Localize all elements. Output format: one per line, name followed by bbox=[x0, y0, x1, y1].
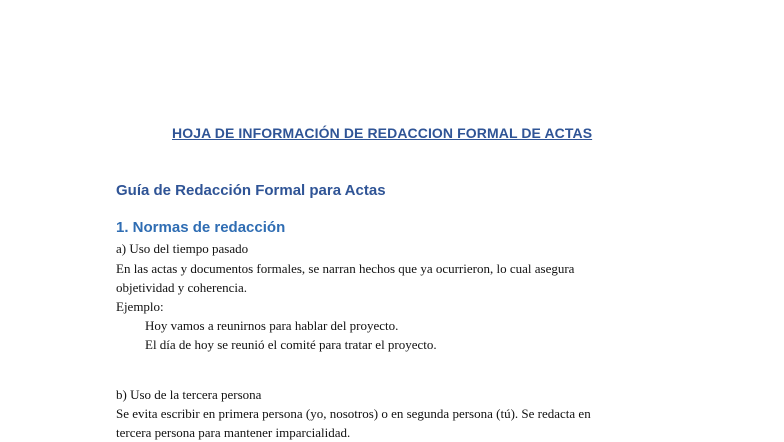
example-line-1: Hoy vamos a reunirnos para hablar del proyecto. bbox=[145, 318, 399, 333]
subsection-b-text-line-2: tercera persona para mantener imparcialidad. bbox=[116, 425, 351, 440]
example-label: Ejemplo: bbox=[116, 299, 164, 314]
section-1-heading: 1. Normas de redacción bbox=[116, 219, 286, 236]
subsection-b-title: b) Uso de la tercera persona bbox=[116, 387, 262, 402]
guide-heading: Guía de Redacción Formal para Actas bbox=[116, 182, 386, 199]
document-title: HOJA DE INFORMACIÓN DE REDACCION FORMAL DE ACTAS bbox=[172, 125, 593, 141]
example-line-2: El día de hoy se reunió el comité para tratar el proyecto. bbox=[145, 337, 437, 352]
subsection-a-text-line-1: En las actas y documentos formales, se narran hechos que ya ocurrieron, lo cual asegura bbox=[116, 261, 575, 276]
subsection-a-text-line-2: objetividad y coherencia. bbox=[116, 280, 248, 295]
subsection-b-text-line-1: Se evita escribir en primera persona (yo, nosotros) o en segunda persona (tú). Se redacta en bbox=[116, 406, 591, 421]
subsection-a-title: a) Uso del tiempo pasado bbox=[116, 241, 249, 256]
